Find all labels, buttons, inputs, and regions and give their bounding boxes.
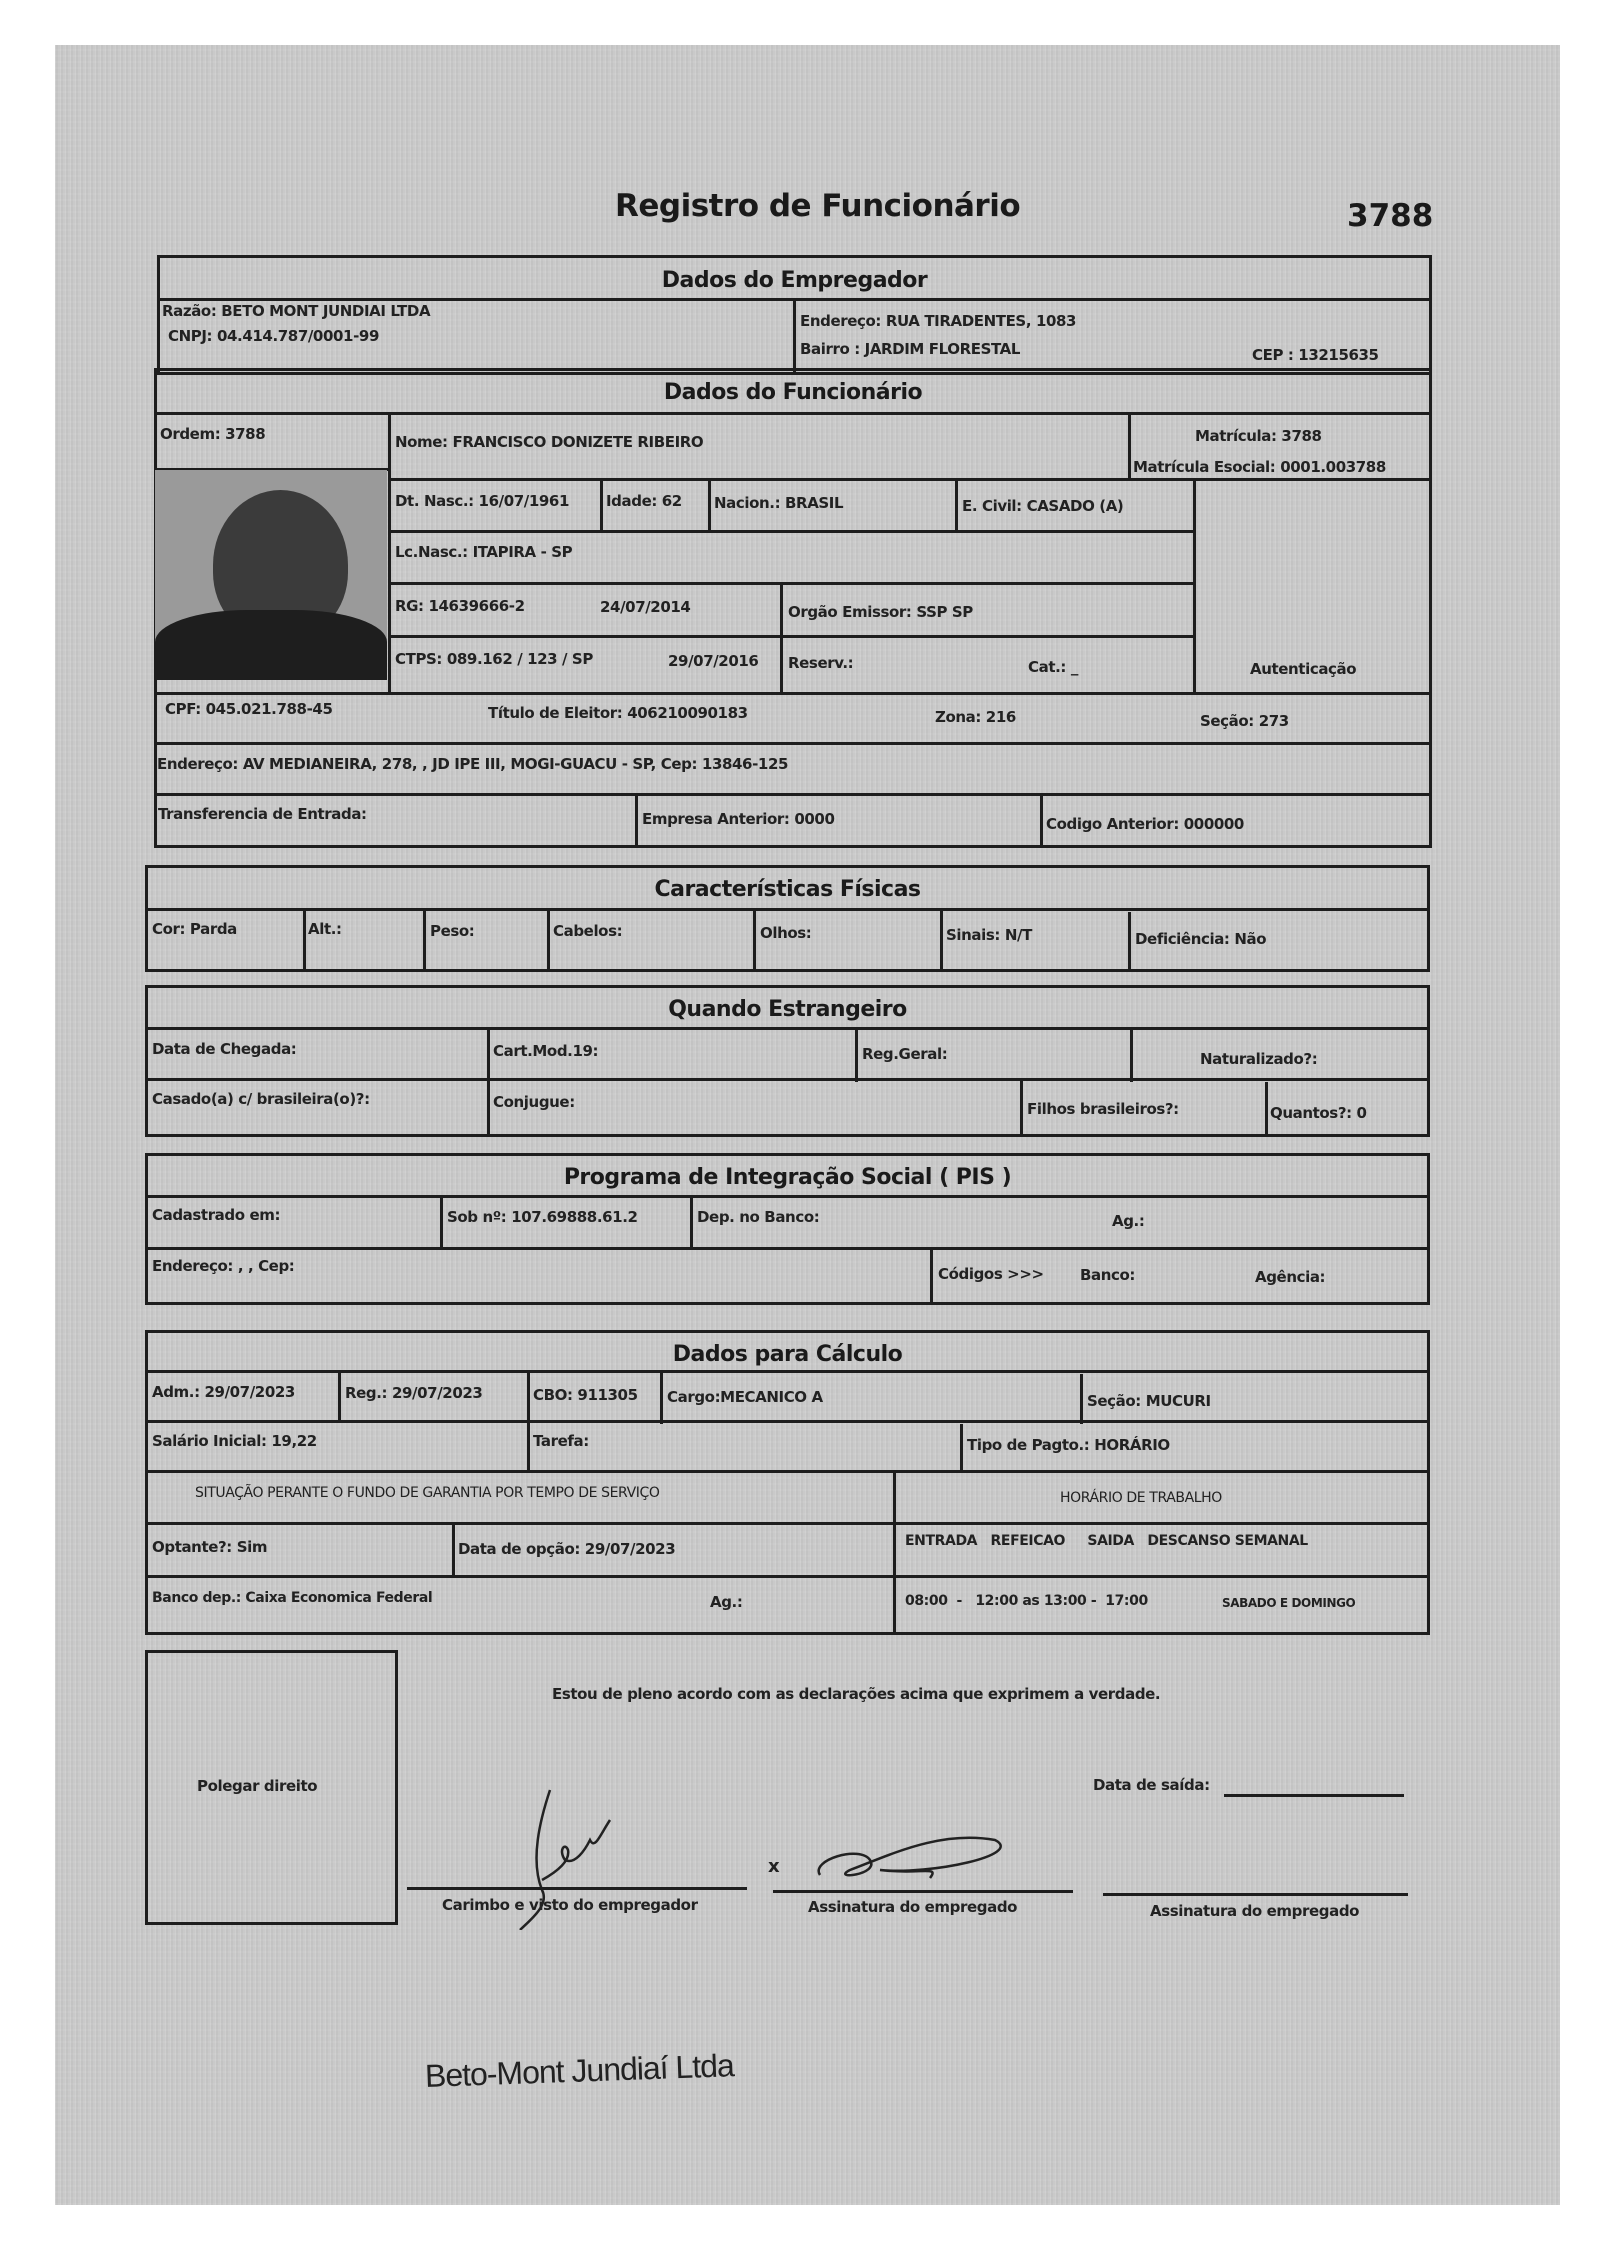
physical-weight: Peso: xyxy=(430,922,475,940)
foreign-card-mod19: Cart.Mod.19: xyxy=(493,1042,599,1060)
employee-secao: Seção: 273 xyxy=(1200,712,1289,730)
physical-section-title: Características Físicas xyxy=(654,877,921,902)
employer-signature-line xyxy=(407,1887,747,1890)
divider xyxy=(154,412,1432,415)
transfer-entry: Transferencia de Entrada: xyxy=(158,805,367,823)
divider xyxy=(893,1470,896,1635)
employee-rg-issuer: Orgão Emissor: SSP SP xyxy=(788,603,973,621)
foreign-spouse: Conjugue: xyxy=(493,1093,575,1111)
foreign-arrival-date: Data de Chegada: xyxy=(152,1040,297,1058)
record-number: 3788 xyxy=(1347,198,1434,234)
divider xyxy=(1130,1030,1133,1082)
divider xyxy=(1080,1374,1083,1424)
exit-date-line xyxy=(1224,1794,1404,1797)
divider xyxy=(388,582,1193,585)
divider xyxy=(145,908,1430,911)
physical-marks: Sinais: N/T xyxy=(946,926,1032,944)
pis-bank-code: Banco: xyxy=(1080,1266,1136,1284)
exit-date-label: Data de saída: xyxy=(1093,1776,1210,1794)
employee-ctps-date: 29/07/2016 xyxy=(668,652,759,670)
divider xyxy=(423,908,426,972)
x-mark: x xyxy=(768,1856,780,1877)
employee-civil-status: E. Civil: CASADO (A) xyxy=(962,497,1124,515)
employer-razao: Razão: BETO MONT JUNDIAI LTDA xyxy=(162,302,431,320)
pis-codes: Códigos >>> xyxy=(938,1265,1044,1283)
pis-agency-code: Agência: xyxy=(1255,1268,1326,1286)
divider xyxy=(154,742,1432,745)
employee-voter-id: Título de Eleitor: 406210090183 xyxy=(488,704,748,722)
calc-registration: Reg.: 29/07/2023 xyxy=(345,1384,483,1402)
thumbprint-label: Polegar direito xyxy=(197,1777,318,1795)
employer-address: Endereço: RUA TIRADENTES, 1083 xyxy=(800,312,1077,330)
pis-section-title: Programa de Integração Social ( PIS ) xyxy=(563,1165,1012,1190)
employer-stamp-label: Carimbo e visto do empregador xyxy=(442,1896,698,1914)
divider xyxy=(955,480,958,532)
employee-signature-line-2 xyxy=(1103,1893,1408,1896)
employee-signature-label-2: Assinatura do empregado xyxy=(1150,1902,1360,1920)
physical-hair: Cabelos: xyxy=(553,922,623,940)
calc-admission: Adm.: 29/07/2023 xyxy=(152,1383,295,1401)
divider xyxy=(338,1370,341,1422)
divider xyxy=(753,910,756,972)
divider xyxy=(660,1372,663,1424)
divider xyxy=(1040,793,1043,848)
calc-initial-salary: Salário Inicial: 19,22 xyxy=(152,1432,317,1450)
foreign-brazilian-children: Filhos brasileiros?: xyxy=(1027,1100,1179,1118)
divider xyxy=(1193,480,1196,692)
calculation-section-title: Dados para Cálculo xyxy=(672,1342,903,1367)
foreign-children-count: Quantos?: 0 xyxy=(1270,1104,1367,1122)
calc-task: Tarefa: xyxy=(533,1432,589,1450)
employee-ctps: CTPS: 089.162 / 123 / SP xyxy=(395,650,593,668)
physical-disability: Deficiência: Não xyxy=(1135,930,1267,948)
foreign-section-title: Quando Estrangeiro xyxy=(668,997,907,1022)
company-stamp: Beto-Mont Jundiaí Ltda xyxy=(424,2047,735,2094)
calc-payment-type: Tipo de Pagto.: HORÁRIO xyxy=(967,1436,1170,1454)
employee-matricula-esocial: Matrícula Esocial: 0001.003788 xyxy=(1133,458,1386,476)
employer-cnpj: CNPJ: 04.414.787/0001-99 xyxy=(168,327,379,345)
divider xyxy=(855,1030,858,1082)
divider xyxy=(145,1195,1430,1198)
pis-bank-deposit: Dep. no Banco: xyxy=(697,1208,820,1226)
calc-section: Seção: MUCURI xyxy=(1087,1392,1211,1410)
divider xyxy=(547,908,550,972)
divider xyxy=(708,478,711,530)
employee-rg: RG: 14639666-2 xyxy=(395,597,525,615)
schedule-headers: ENTRADA REFEICAO SAIDA DESCANSO SEMANAL xyxy=(905,1533,1308,1549)
employee-name: Nome: FRANCISCO DONIZETE RIBEIRO xyxy=(395,433,704,451)
divider xyxy=(154,692,1432,695)
physical-color: Cor: Parda xyxy=(152,920,237,938)
previous-company: Empresa Anterior: 0000 xyxy=(642,810,835,828)
pis-agency: Ag.: xyxy=(1112,1212,1145,1230)
divider xyxy=(487,1027,490,1137)
divider xyxy=(1128,912,1131,972)
physical-height: Alt.: xyxy=(308,920,342,938)
foreign-naturalized: Naturalizado?: xyxy=(1200,1050,1318,1068)
employee-signature-line-1 xyxy=(773,1890,1073,1893)
divider xyxy=(145,1027,1430,1030)
divider xyxy=(303,908,306,972)
fgts-title: SITUAÇÃO PERANTE O FUNDO DE GARANTIA POR TEMPO DE SERVIÇO xyxy=(195,1485,660,1501)
employee-cat: Cat.: _ xyxy=(1028,658,1078,676)
divider xyxy=(1265,1082,1268,1137)
pis-address: Endereço: , , Cep: xyxy=(152,1257,295,1275)
employee-reserv: Reserv.: xyxy=(788,654,854,672)
divider xyxy=(145,1575,1430,1578)
foreign-general-reg: Reg.Geral: xyxy=(862,1045,948,1063)
employee-cpf: CPF: 045.021.788-45 xyxy=(165,700,333,718)
employee-zona: Zona: 216 xyxy=(935,708,1016,726)
fgts-agency: Ag.: xyxy=(710,1593,743,1611)
employer-section-title: Dados do Empregador xyxy=(661,268,928,293)
divider xyxy=(940,910,943,972)
foreign-married-brazilian: Casado(a) c/ brasileira(o)?: xyxy=(152,1090,370,1108)
employee-ordem: Ordem: 3788 xyxy=(160,425,266,443)
divider xyxy=(388,412,391,692)
divider xyxy=(793,298,796,375)
divider xyxy=(600,478,603,530)
divider xyxy=(154,793,1432,796)
employee-birth-date: Dt. Nasc.: 16/07/1961 xyxy=(395,492,570,510)
divider xyxy=(145,1247,1430,1250)
schedule-weekly-rest: SABADO E DOMINGO xyxy=(1222,1596,1356,1610)
divider xyxy=(1128,412,1131,480)
previous-code: Codigo Anterior: 000000 xyxy=(1046,815,1244,833)
authentication-label: Autenticação xyxy=(1250,660,1357,678)
divider xyxy=(388,530,1193,533)
physical-eyes: Olhos: xyxy=(760,924,812,942)
divider xyxy=(145,1470,1430,1473)
declaration-text: Estou de pleno acordo com as declarações acima que exprimem a verdade. xyxy=(552,1685,1161,1703)
divider xyxy=(930,1249,933,1305)
employee-signature xyxy=(800,1820,1020,1890)
divider xyxy=(145,1420,1430,1423)
employee-age: Idade: 62 xyxy=(606,492,682,510)
divider xyxy=(452,1522,455,1578)
signature-stroke xyxy=(819,1838,1001,1878)
calc-job-title: Cargo:MECANICO A xyxy=(667,1388,823,1406)
pis-number: Sob nº: 107.69888.61.2 xyxy=(447,1208,638,1226)
divider xyxy=(145,1522,1430,1525)
schedule-hours: 08:00 - 12:00 as 13:00 - 17:00 xyxy=(905,1593,1148,1609)
employee-matricula: Matrícula: 3788 xyxy=(1195,427,1322,445)
employee-section-title: Dados do Funcionário xyxy=(663,380,923,405)
employer-bairro: Bairro : JARDIM FLORESTAL xyxy=(800,340,1021,358)
divider xyxy=(440,1195,443,1250)
divider xyxy=(388,478,1432,481)
employee-photo xyxy=(155,470,387,680)
employee-rg-date: 24/07/2014 xyxy=(600,598,691,616)
employee-signature-label-1: Assinatura do empregado xyxy=(808,1898,1018,1916)
employee-address: Endereço: AV MEDIANEIRA, 278, , JD IPE III, MOGI-GUACU - SP, Cep: 13846-125 xyxy=(157,755,789,773)
fgts-bank: Banco dep.: Caixa Economica Federal xyxy=(152,1590,433,1606)
divider xyxy=(960,1424,963,1472)
pis-registered-at: Cadastrado em: xyxy=(152,1206,281,1224)
employer-cep: CEP : 13215635 xyxy=(1252,346,1379,364)
divider xyxy=(145,1078,1430,1081)
fgts-option-date: Data de opção: 29/07/2023 xyxy=(458,1540,676,1558)
employee-birthplace: Lc.Nasc.: ITAPIRA - SP xyxy=(395,543,573,561)
calc-cbo: CBO: 911305 xyxy=(533,1386,638,1404)
photo-body-shape xyxy=(155,610,387,680)
divider xyxy=(388,635,1193,638)
employee-nationality: Nacion.: BRASIL xyxy=(714,494,844,512)
fgts-optant: Optante?: Sim xyxy=(152,1538,268,1556)
work-schedule-title: HORÁRIO DE TRABALHO xyxy=(1060,1490,1222,1506)
page-title: Registro de Funcionário xyxy=(615,188,1021,224)
divider xyxy=(1020,1080,1023,1137)
divider xyxy=(635,793,638,848)
divider xyxy=(690,1195,693,1250)
